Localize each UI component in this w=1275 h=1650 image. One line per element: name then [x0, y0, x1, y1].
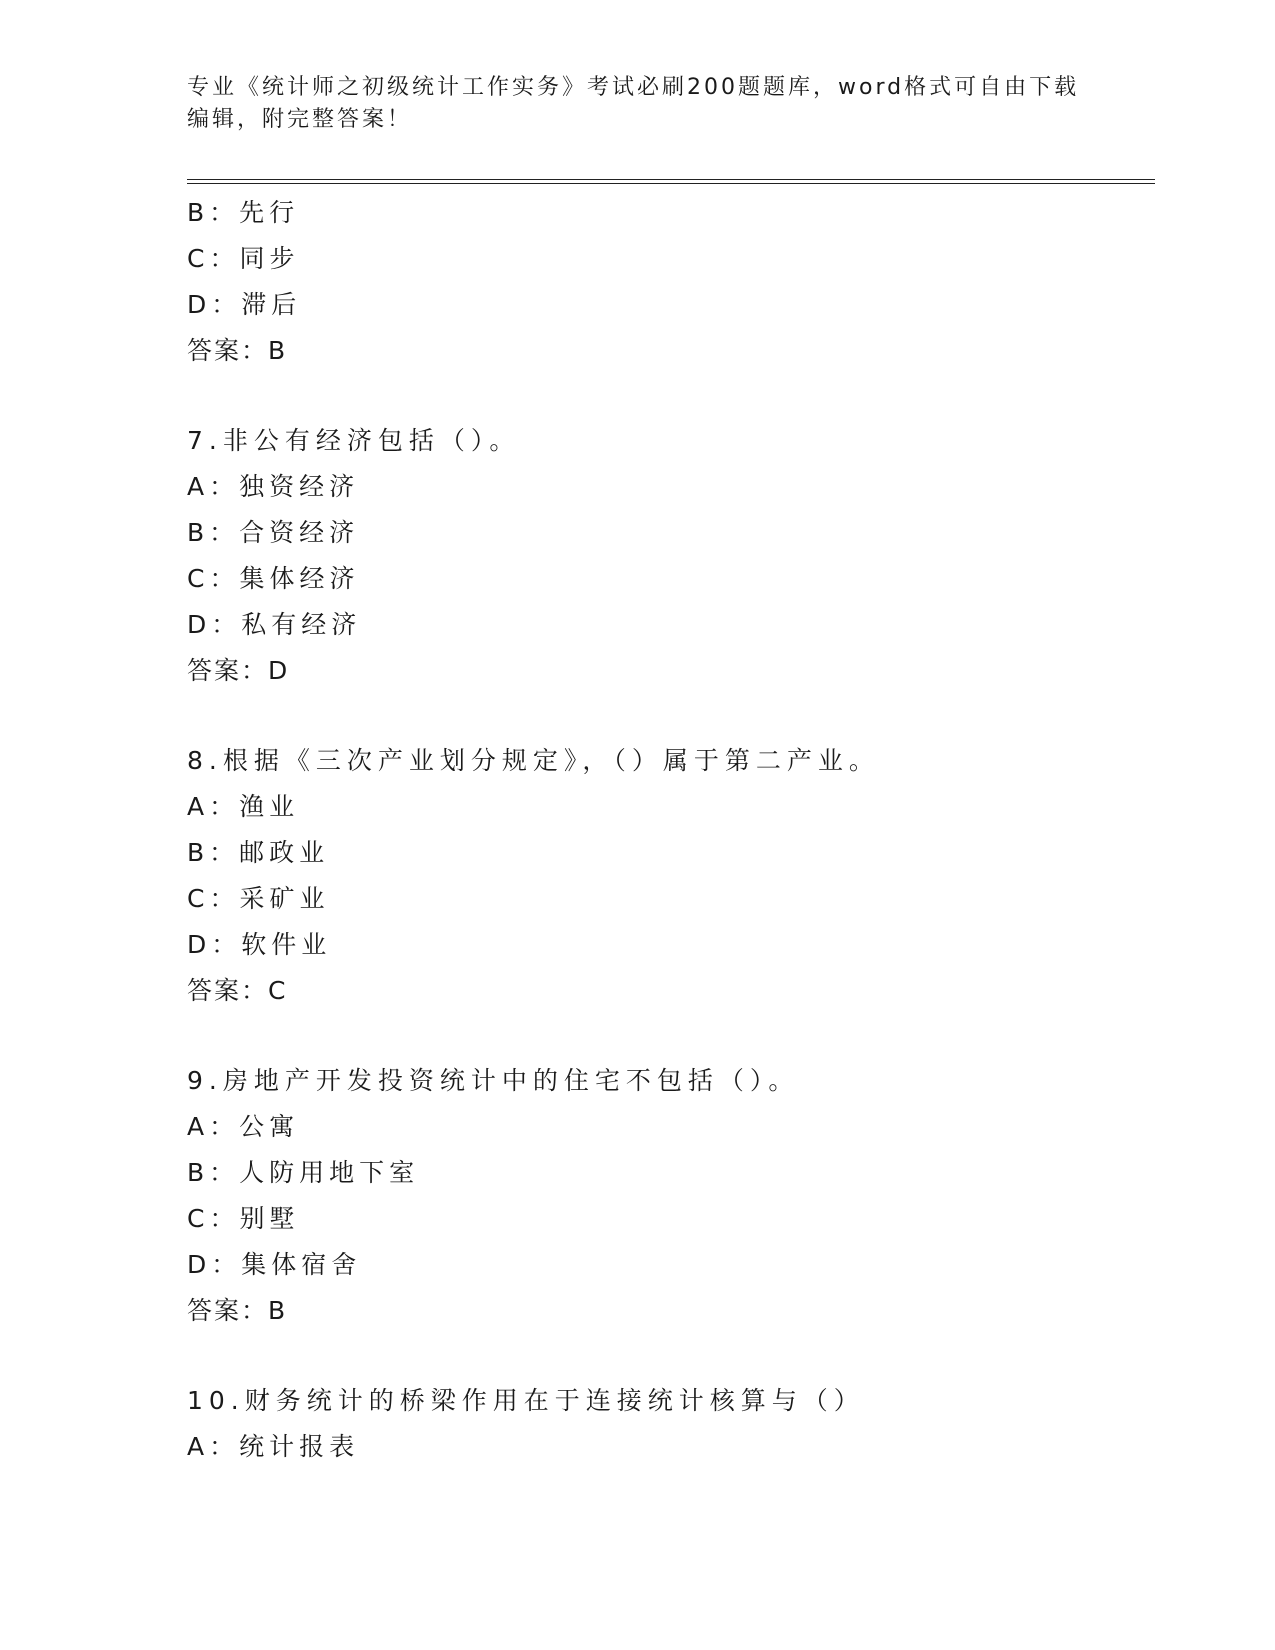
option-c: C：采矿业	[187, 884, 330, 913]
spacer	[187, 1334, 1167, 1378]
spacer	[187, 1014, 1167, 1058]
spacer	[187, 694, 1167, 738]
option-d: D：软件业	[187, 930, 332, 959]
option-a: A：独资经济	[187, 472, 360, 501]
spacer	[187, 374, 1167, 418]
option-b: B：先行	[187, 198, 300, 227]
question-block	[187, 418, 1167, 694]
answer-text: 答案：B	[187, 336, 288, 365]
header-line-2: 编辑，附完整答案！	[187, 107, 413, 132]
option-d: D：滞后	[187, 290, 302, 319]
option-b: B：人防用地下室	[187, 1158, 420, 1187]
option-d: D：私有经济	[187, 610, 362, 639]
option-c: C：集体经济	[187, 564, 360, 593]
answer-text: 答案：D	[187, 656, 290, 685]
question-block	[187, 1378, 1167, 1470]
question-title: 10.财务统计的桥梁作用在于连接统计核算与（）	[187, 1386, 865, 1415]
answer-text: 答案：C	[187, 976, 288, 1005]
option-a: A：渔业	[187, 792, 300, 821]
question-title: 8.根据《三次产业划分规定》，（）属于第二产业。	[187, 746, 880, 775]
question-title: 7.非公有经济包括（）。	[187, 426, 521, 455]
question-block	[187, 190, 1167, 374]
header-divider-top	[187, 179, 1155, 180]
option-a: A：统计报表	[187, 1432, 360, 1461]
question-block	[187, 738, 1167, 1014]
header-divider-bottom	[187, 183, 1155, 184]
option-b: B：合资经济	[187, 518, 360, 547]
option-c: C：同步	[187, 244, 300, 273]
option-a: A：公寓	[187, 1112, 300, 1141]
question-block	[187, 1058, 1167, 1334]
option-b: B：邮政业	[187, 838, 330, 867]
question-list	[187, 190, 1167, 1470]
header-line-1: 专业《统计师之初级统计工作实务》考试必刷200题题库，word格式可自由下载	[187, 75, 1080, 100]
document-header	[187, 72, 1087, 136]
option-c: C：别墅	[187, 1204, 300, 1233]
option-d: D：集体宿舍	[187, 1250, 362, 1279]
question-title: 9.房地产开发投资统计中的住宅不包括（）。	[187, 1066, 800, 1095]
answer-text: 答案：B	[187, 1296, 288, 1325]
